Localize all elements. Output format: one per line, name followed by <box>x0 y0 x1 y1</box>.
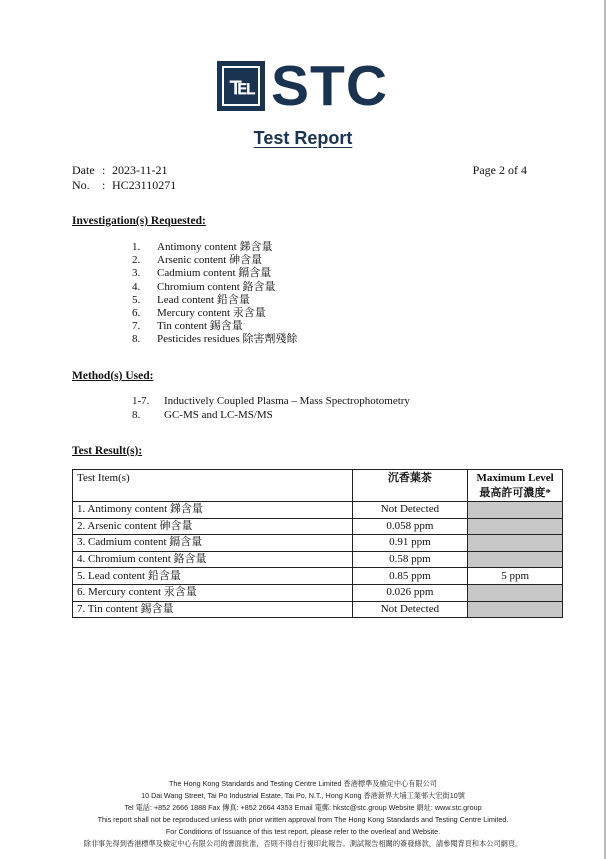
footer-contact: Tel 電話: +852 2666 1888 Fax 傳真: +852 2664 4353 Email 電郵: hkstc@stc.group Website 網址: www.stc.group <box>124 803 482 812</box>
col-header-test-item: Test Item(s) <box>73 470 353 502</box>
page-number: Page 2 of 4 <box>472 163 527 177</box>
col-header-max-level: Maximum Level 最高許可濃度* <box>468 470 563 502</box>
investigation-heading: Investigation(s) Requested: <box>72 215 206 227</box>
list-item: 4. Chromium content 鉻含量 <box>132 280 276 293</box>
stc-logo <box>217 54 399 118</box>
table-row: 2. Arsenic content 砷含量 0.058 ppm <box>73 518 563 535</box>
footer <box>0 778 606 850</box>
results-table <box>72 469 563 618</box>
table-row: 1. Antimony content 銻含量 Not Detected <box>73 502 563 519</box>
list-item: 7. Tin content 錫含量 <box>132 320 243 333</box>
list-item: 5. Lead content 鉛含量 <box>132 293 250 306</box>
report-meta: Date : 2023-11-21 No. : HC23110271 <box>72 163 177 192</box>
methods-list <box>132 395 410 422</box>
report-no-value: HC23110271 <box>112 178 177 192</box>
list-item: 2. Arsenic content 砷含量 <box>132 254 263 267</box>
list-item: 6. Mercury content 汞含量 <box>132 307 266 320</box>
footer-company: The Hong Kong Standards and Testing Centre Limited 香港標準及檢定中心有限公司 <box>169 779 437 788</box>
list-item: 1-7. Inductively Coupled Plasma – Mass Spectrophotometry <box>132 395 410 407</box>
methods-heading: Method(s) Used: <box>72 370 154 382</box>
table-row: 6. Mercury content 汞含量 0.026 ppm <box>73 584 563 601</box>
table-row: 5. Lead content 鉛含量 0.85 ppm 5 ppm <box>73 568 563 585</box>
date-value: 2023-11-21 <box>112 163 168 177</box>
list-item: 1. Antimony content 銻含量 <box>132 241 273 253</box>
table-row: 7. Tin content 錫含量 Not Detected <box>73 601 563 618</box>
table-row: 3. Cadmium content 鎘含量 0.91 ppm <box>73 535 563 552</box>
stc-logo-mark <box>217 61 265 111</box>
footer-disclaimer-zh: 除非事先得到香港標準及檢定中心有限公司的書面批准，否則不得自行複印此報告。測試報告相關的簽發條款，請參閱背頁和本公司網頁。 <box>83 839 523 848</box>
date-label: Date <box>72 163 95 177</box>
list-item: 8. GC-MS and LC-MS/MS <box>132 408 273 421</box>
table-header-row <box>73 470 563 502</box>
col-header-sample: 沉香葉茶 <box>352 470 468 502</box>
footer-conditions: For Conditions of Issuance of this test report, please refer to the overleaf and Website. <box>165 827 441 836</box>
list-item: 3. Cadmium content 鎘含量 <box>132 267 272 280</box>
footer-disclaimer: This report shall not be reproduced unless with prior written approval from The Hong Kong Standards and Testing Centre Limited. <box>97 815 509 824</box>
report-title: Test Report <box>253 128 353 148</box>
report-no-label: No. <box>72 178 90 192</box>
stc-logo-glyph: ℡ <box>230 71 256 100</box>
results-heading: Test Result(s): <box>72 445 143 457</box>
footer-address: 10 Dai Wang Street, Tai Po Industrial Estate, Tai Po, N.T., Hong Kong 香港新界大埔工業邨大宏街10號 <box>141 791 465 800</box>
table-row: 4. Chromium content 鉻含量 0.58 ppm <box>73 551 563 568</box>
investigation-list <box>132 241 298 347</box>
list-item: 8. Pesticides residues 除害劑殘餘 <box>132 333 298 346</box>
stc-logo-text: STC <box>271 54 388 118</box>
